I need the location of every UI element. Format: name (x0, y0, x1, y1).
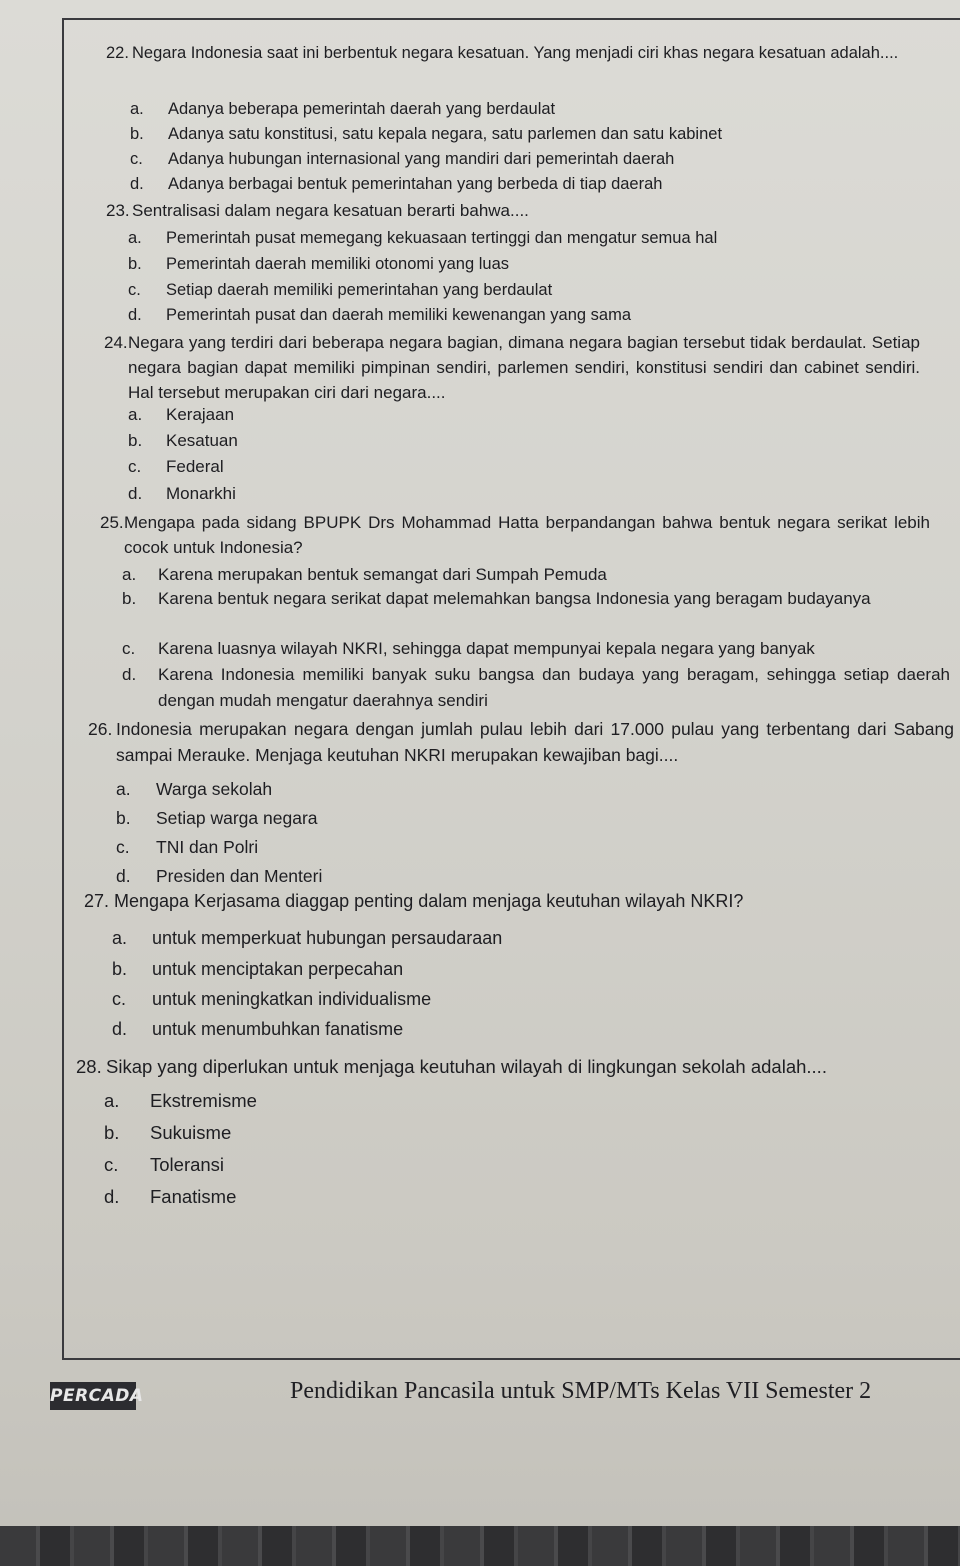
option-text: Setiap warga negara (156, 808, 318, 828)
option-text: Toleransi (150, 1154, 225, 1175)
option-text: Karena merupakan bentuk semangat dari Sumpah Pemuda (158, 565, 607, 584)
option-letter: a. (112, 928, 128, 948)
option-text: Ekstremisme (150, 1090, 257, 1111)
option-letter: c. (130, 150, 143, 168)
option-letter: d. (116, 866, 131, 886)
question-number: 27. (84, 891, 110, 911)
question-24 (104, 330, 920, 405)
option-25a[interactable] (122, 562, 607, 588)
option-24c[interactable] (128, 454, 224, 480)
question-26 (88, 716, 954, 768)
option-letter: b. (104, 1122, 120, 1143)
option-text: TNI dan Polri (156, 837, 259, 857)
option-27c[interactable] (112, 984, 431, 1014)
bottom-edge-shadow (0, 1526, 960, 1566)
option-text: untuk menciptakan perpecahan (152, 959, 404, 979)
option-text: untuk meningkatkan individualisme (152, 989, 432, 1009)
option-letter: b. (112, 959, 128, 979)
question-number: 22. (106, 44, 129, 62)
option-text: Karena luasnya wilayah NKRI, sehingga dapat mempunyai kepala negara yang banyak (158, 639, 815, 658)
book-title: Pendidikan Pancasila untuk SMP/MTs Kelas VII Semester 2 (290, 1378, 872, 1404)
option-text: Kesatuan (166, 431, 238, 450)
question-25 (100, 510, 930, 560)
option-letter: d. (130, 175, 144, 193)
option-26a[interactable] (116, 776, 272, 802)
option-25d[interactable] (122, 662, 950, 714)
option-text: Monarkhi (166, 484, 236, 503)
option-28d[interactable] (104, 1182, 236, 1212)
option-text: Adanya hubungan internasional yang mandiri dari pemerintah daerah (168, 150, 675, 168)
option-28c[interactable] (104, 1150, 224, 1180)
option-letter: b. (116, 808, 131, 828)
question-number: 28. (76, 1056, 102, 1077)
option-22a[interactable] (130, 96, 555, 122)
option-text: Adanya berbagai bentuk pemerintahan yang berbeda di tiap daerah (168, 175, 663, 193)
question-22 (106, 42, 914, 64)
option-letter: b. (128, 431, 143, 450)
option-24a[interactable] (128, 402, 234, 428)
question-text: Sikap yang diperlukan untuk menjaga keutuhan wilayah di lingkungan sekolah adalah.... (106, 1056, 827, 1077)
option-text: Pemerintah pusat dan daerah memiliki kewenangan yang sama (166, 306, 632, 324)
option-letter: a. (122, 565, 137, 584)
option-letter: b. (122, 589, 137, 608)
option-letter: d. (128, 484, 143, 503)
question-number: 23. (106, 201, 130, 220)
question-text: Negara yang terdiri dari beberapa negara bagian, dimana negara bagian tersebut tidak berdaulat. Setiap negara bagian dapat memiliki pimpinan sendiri, parlemen sendiri, konstitusi sendiri dan cabinet sendiri. Hal tersebut merupakan ciri dari negara.... (128, 333, 920, 402)
option-text: Presiden dan Menteri (156, 866, 323, 886)
option-22b[interactable] (130, 121, 722, 147)
option-text: Karena bentuk negara serikat dapat melemahkan bangsa Indonesia yang beragam budayanya (158, 589, 871, 608)
option-24d[interactable] (128, 481, 236, 507)
option-26c[interactable] (116, 834, 258, 860)
option-text: Warga sekolah (156, 779, 273, 799)
publisher-logo: PERCADA (50, 1382, 136, 1410)
option-23a[interactable] (128, 225, 717, 251)
option-letter: a. (104, 1090, 120, 1111)
option-letter: a. (116, 779, 131, 799)
question-23 (106, 198, 914, 223)
option-letter: c. (128, 281, 141, 299)
option-text: untuk menumbuhkan fanatisme (152, 1019, 404, 1039)
question-27 (84, 886, 944, 916)
option-24b[interactable] (128, 428, 238, 454)
option-text: Fanatisme (150, 1186, 237, 1207)
option-23d[interactable] (128, 302, 631, 328)
question-text: Indonesia merupakan negara dengan jumlah pulau lebih dari 17.000 pulau yang terbentang dari Sabang sampai Merauke. Menjaga keutuhan NKRI merupakan kewajiban bagi.... (116, 719, 954, 765)
option-text: Adanya beberapa pemerintah daerah yang berdaulat (168, 100, 556, 118)
option-text: untuk memperkuat hubungan persaudaraan (152, 928, 503, 948)
question-28 (76, 1052, 956, 1082)
option-text: Pemerintah pusat memegang kekuasaan tertinggi dan mengatur semua hal (166, 229, 718, 247)
option-letter: d. (112, 1019, 128, 1039)
option-text: Karena Indonesia memiliki banyak suku bangsa dan budaya yang beragam, sehingga setiap daerah dengan mudah mengatur daerahnya sendiri (158, 665, 950, 710)
option-letter: b. (130, 125, 144, 143)
option-text: Federal (166, 457, 224, 476)
option-25c[interactable] (122, 636, 815, 662)
option-text: Pemerintah daerah memiliki otonomi yang luas (166, 255, 510, 273)
question-text: Mengapa Kerjasama diaggap penting dalam menjaga keutuhan wilayah NKRI? (114, 891, 744, 911)
option-letter: a. (128, 405, 143, 424)
option-letter: b. (128, 255, 142, 273)
option-text: Kerajaan (166, 405, 235, 424)
option-letter: a. (128, 229, 142, 247)
question-text: Mengapa pada sidang BPUPK Drs Mohammad Hatta berpandangan bahwa bentuk negara serikat lebih cocok untuk Indonesia? (124, 513, 930, 557)
option-text: Sukuisme (150, 1122, 232, 1143)
option-letter: c. (116, 837, 130, 857)
option-letter: c. (104, 1154, 119, 1175)
option-27b[interactable] (112, 954, 403, 984)
option-28b[interactable] (104, 1118, 231, 1148)
question-text: Negara Indonesia saat ini berbentuk negara kesatuan. Yang menjadi ciri khas negara kesatuan adalah.... (132, 44, 899, 62)
option-letter: d. (128, 306, 142, 324)
option-letter: d. (104, 1186, 120, 1207)
question-text: Sentralisasi dalam negara kesatuan berarti bahwa.... (132, 201, 529, 220)
option-23c[interactable] (128, 277, 552, 303)
option-letter: d. (122, 665, 137, 684)
option-letter: a. (130, 100, 144, 118)
option-22d[interactable] (130, 171, 662, 197)
option-27d[interactable] (112, 1014, 403, 1044)
option-letter: c. (128, 457, 142, 476)
option-letter: c. (112, 989, 127, 1009)
option-text: Setiap daerah memiliki pemerintahan yang berdaulat (166, 281, 553, 299)
option-27a[interactable] (112, 923, 502, 953)
option-letter: c. (122, 639, 136, 658)
question-number: 26. (88, 719, 113, 739)
question-number: 25. (100, 513, 124, 532)
option-23b[interactable] (128, 251, 509, 277)
option-text: Adanya satu konstitusi, satu kepala negara, satu parlemen dan satu kabinet (168, 125, 723, 143)
option-26b[interactable] (116, 805, 318, 831)
option-22c[interactable] (130, 146, 674, 172)
question-number: 24. (104, 333, 128, 352)
option-25b[interactable] (122, 586, 940, 612)
option-28a[interactable] (104, 1086, 257, 1116)
